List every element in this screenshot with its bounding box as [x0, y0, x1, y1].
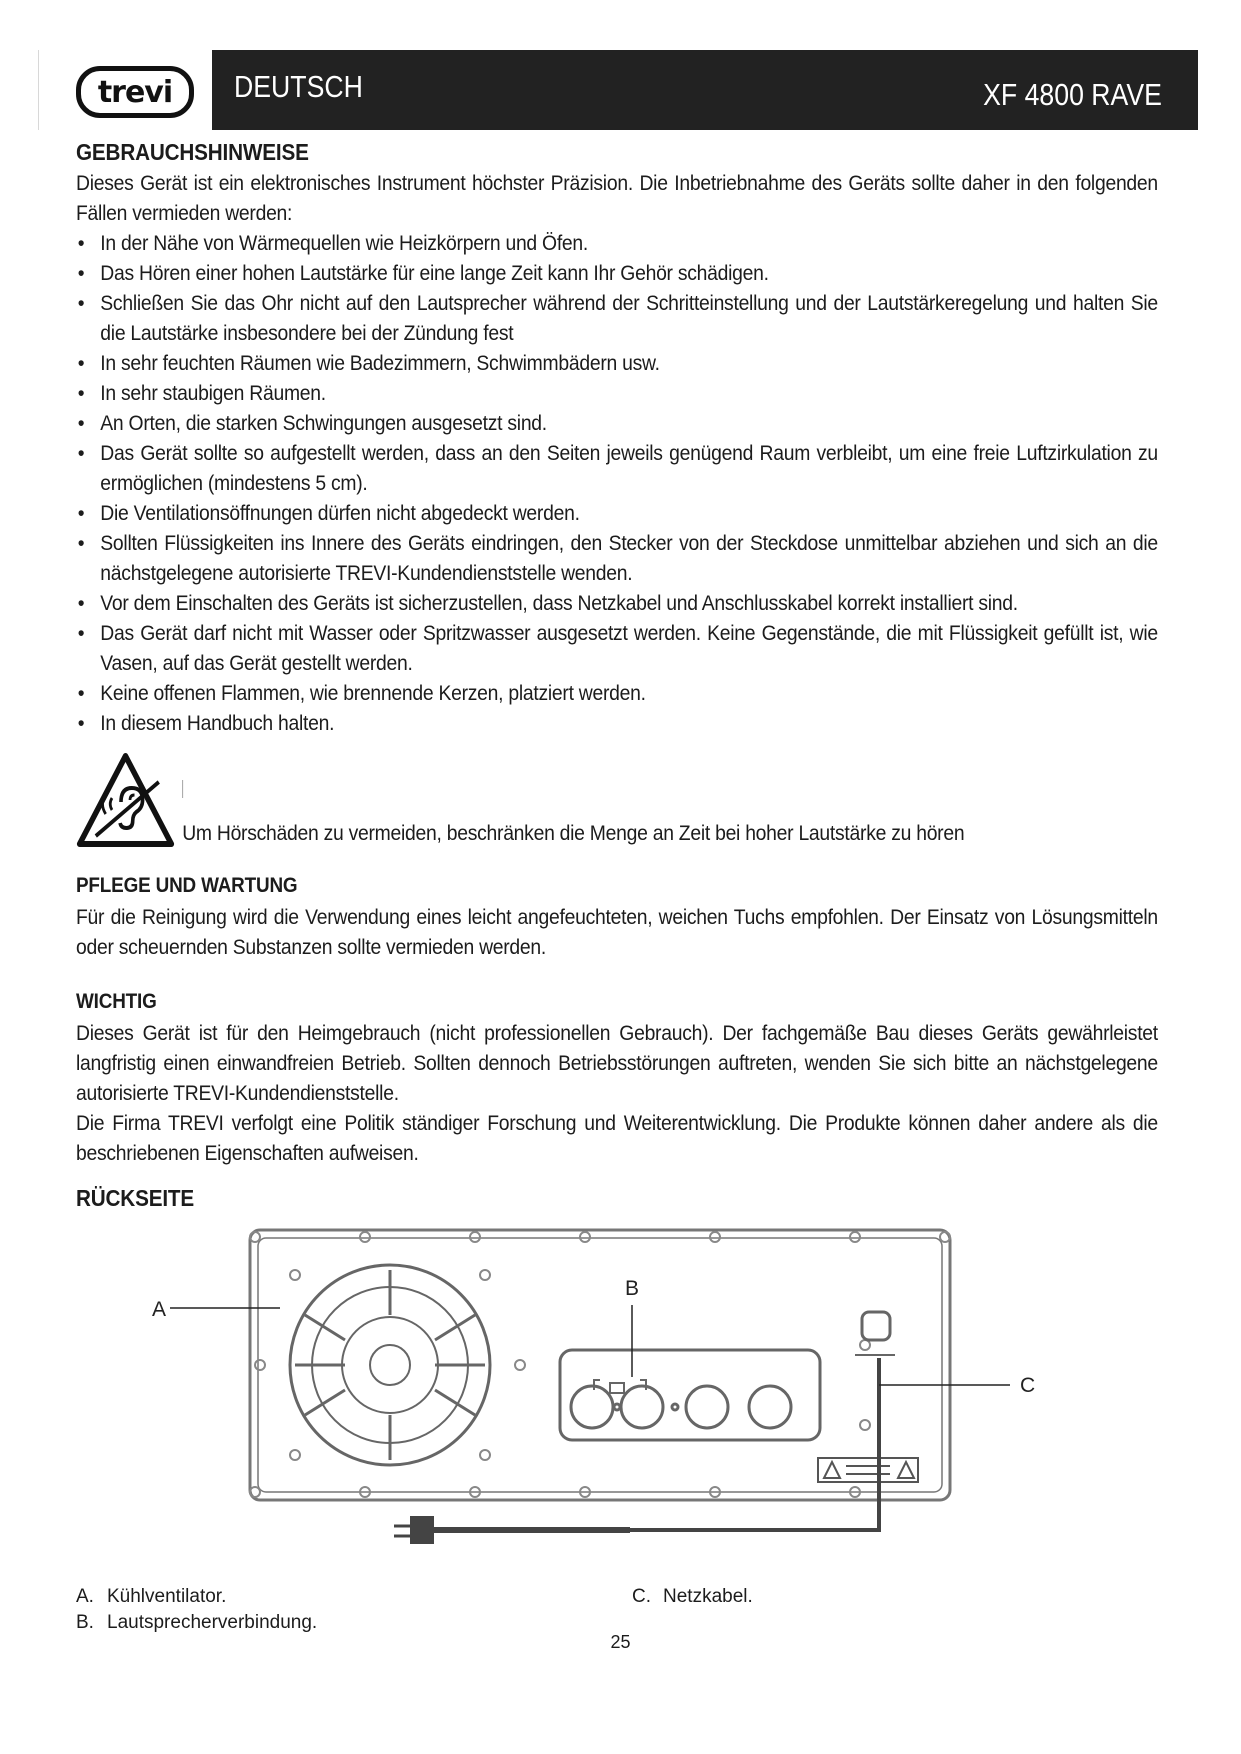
hearing-warning: [76, 750, 1158, 870]
list-item: • Die Ventilationsöffnungen dürfen nicht abgedeckt werden.: [76, 498, 1158, 528]
legend-key: B.: [76, 1612, 94, 1633]
list-item: • An Orten, die starken Schwingungen ausgesetzt sind.: [76, 408, 1158, 438]
wichtig-paragraph-1: Dieses Gerät ist für den Heimgebrauch (nicht professionellen Gebrauch). Der fachgemäße Bau dieses Geräts gewährleistet langfristig einen einwandfreien Betrieb. Sollten dennoch Betriebsstörungen auftreten, wenden Sie sich bitte an nächstgelegene autorisierte TREVI-Kundendienststelle.: [76, 1021, 1158, 1105]
rear-panel-diagram: [150, 1200, 1090, 1580]
list-item: • In diesem Handbuch halten.: [76, 708, 1158, 738]
section-title-pflege: PFLEGE UND WARTUNG: [76, 874, 298, 897]
legend-item: [76, 1584, 317, 1610]
legend-key: C.: [632, 1586, 651, 1607]
intro-paragraph: Dieses Gerät ist ein elektronisches Instrument höchster Präzision. Die Inbetriebnahme des Geräts sollte daher in den folgenden Fällen vermieden werden:: [76, 171, 1158, 225]
list-item: • In sehr feuchten Räumen wie Badezimmern, Schwimmbädern usw.: [76, 348, 1158, 378]
legend-column-left: [76, 1584, 317, 1636]
rating-label: [818, 1458, 918, 1482]
page-number: 25: [610, 1632, 631, 1652]
legend-text: Kühlventilator.: [107, 1586, 227, 1607]
hearing-warning-icon: [76, 750, 175, 850]
legend-text: Netzkabel.: [663, 1586, 753, 1607]
logo-text: trevi: [97, 74, 173, 110]
usage-list: [76, 228, 1158, 738]
wichtig-paragraph-2: Die Firma TREVI verfolgt eine Politik ständiger Forschung und Weiterentwicklung. Die Produkte können daher andere als die beschriebenen Eigenschaften aufweisen.: [76, 1111, 1158, 1165]
section-title-rueckseite: RÜCKSEITE: [76, 1185, 194, 1211]
margin-rule: [38, 50, 39, 130]
hearing-warning-text: Um Hörschäden zu vermeiden, beschränken die Menge an Zeit bei hoher Lautstärke zu hören: [182, 821, 965, 845]
list-item: • Schließen Sie das Ohr nicht auf den Lautsprecher während der Schritteinstellung und der Lautstärkeregelung und halten Sie die Lautstärke insbesondere bei der Zündung fest: [76, 288, 1158, 348]
legend-item: [632, 1584, 753, 1610]
legend-column-right: [632, 1584, 753, 1610]
list-item: • In sehr staubigen Räumen.: [76, 378, 1158, 408]
speaker-connection-panel: [560, 1350, 820, 1440]
callout-label-b: B: [625, 1277, 640, 1300]
callout-lines: [170, 1305, 1010, 1385]
legend-text: Lautsprecherverbindung.: [107, 1612, 318, 1633]
header-bar: [212, 50, 1198, 130]
legend-key: A.: [76, 1586, 94, 1607]
list-item: • Sollten Flüssigkeiten ins Innere des Geräts eindringen, den Stecker von der Steckdose unmittelbar abziehen und sich an die nächstgelegene autorisierte TREVI-Kundendienststelle wenden.: [76, 528, 1158, 588]
list-item: • Das Gerät darf nicht mit Wasser oder Spritzwasser ausgesetzt werden. Keine Gegenstände, die mit Flüssigkeit gefüllt ist, wie Vasen, auf das Gerät gestellt werden.: [76, 618, 1158, 678]
list-item: • Das Gerät sollte so aufgestellt werden, dass an den Seiten jeweils genügend Raum verbleibt, um eine freie Luftzirkulation zu ermöglichen (mindestens 5 cm).: [76, 438, 1158, 498]
main-content: [76, 136, 1159, 1214]
list-item: • Vor dem Einschalten des Geräts ist sicherzustellen, dass Netzkabel und Anschlusskabel korrekt installiert sind.: [76, 588, 1158, 618]
cooling-fan: [290, 1265, 490, 1465]
list-item: • Keine offenen Flammen, wie brennende Kerzen, platziert werden.: [76, 678, 1158, 708]
divider-tick: [182, 780, 183, 798]
list-item: • In der Nähe von Wärmequellen wie Heizkörpern und Öfen.: [76, 228, 1158, 258]
callout-label-a: A: [152, 1298, 167, 1321]
section-title-wichtig: WICHTIG: [76, 990, 157, 1013]
trevi-logo: [76, 66, 194, 118]
model-name: XF 4800 RAVE: [983, 77, 1162, 112]
pflege-paragraph: Für die Reinigung wird die Verwendung eines leicht angefeuchteten, weichen Tuchs empfohlen. Der Einsatz von Lösungsmitteln oder scheuernden Substanzen sollte vermieden werden.: [76, 905, 1158, 959]
section-title-gebrauch: GEBRAUCHSHINWEISE: [76, 139, 309, 165]
callout-label-c: C: [1020, 1374, 1036, 1397]
language-label: DEUTSCH: [234, 69, 363, 104]
list-item: • Das Hören einer hohen Lautstärke für eine lange Zeit kann Ihr Gehör schädigen.: [76, 258, 1158, 288]
